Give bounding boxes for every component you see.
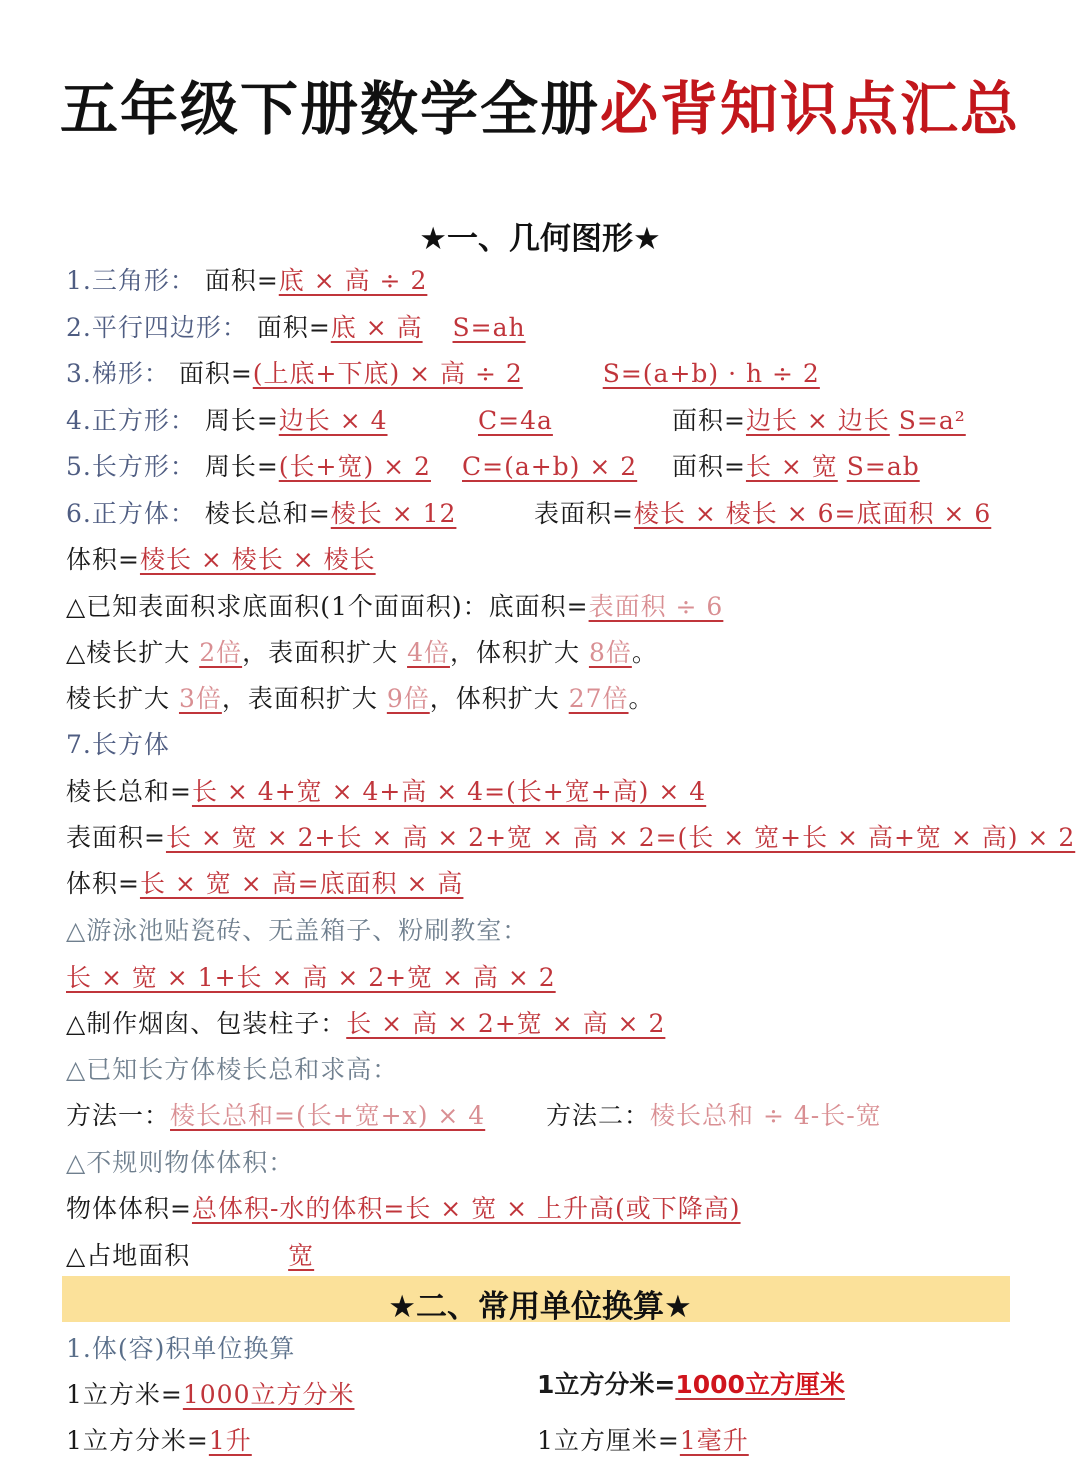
cuboid-edge-sum-line: [66, 775, 706, 809]
formula-prefix: 棱长总和=: [66, 777, 192, 806]
formula: 长 × 高 × 2+宽 × 高 × 2: [346, 1009, 666, 1038]
formula-prefix: 面积=: [204, 266, 279, 295]
formula: 长 × 宽 × 1+长 × 高 × 2+宽 × 高 × 2: [66, 963, 556, 992]
page-title-main: 五年级下册数学全册: [59, 75, 600, 143]
parallelogram-line: [66, 311, 526, 345]
formula-prefix: 体积=: [66, 869, 140, 898]
note-text: ，体积扩大: [429, 684, 560, 713]
section-units-title: ★二、常用单位换算★: [388, 1289, 692, 1325]
irregular-volume-note: [66, 1146, 294, 1180]
formula-prefix: 表面积=: [534, 499, 634, 528]
conversion-prefix: 1立方分米=: [66, 1426, 209, 1455]
conversion-prefix: 1立方分米=: [537, 1370, 676, 1399]
cube-line: [66, 497, 456, 531]
cube-scale-note-2: [66, 682, 655, 716]
item-label: 4.正方形：: [66, 406, 196, 435]
formula: 长 × 4+宽 × 4+高 × 4=(长+宽+高) × 4: [191, 777, 707, 806]
page-title: [0, 62, 1080, 146]
chimney-line: [66, 1007, 665, 1041]
note-text: △已知长方体棱长总和求高：: [66, 1055, 399, 1084]
formula-prefix: 周长=: [204, 452, 279, 481]
scale-value: 27倍: [568, 684, 629, 713]
pool-tile-note: [66, 914, 528, 948]
conversion-prefix: 1立方厘米=: [537, 1426, 680, 1455]
note-text: ，体积扩大: [449, 638, 580, 667]
square-perimeter-symbolic: [478, 404, 553, 438]
formula: 棱长总和 ÷ 4-长-宽: [650, 1101, 882, 1130]
formula: 长 × 宽 × 高=底面积 × 高: [139, 869, 464, 898]
scale-value: 4倍: [407, 638, 450, 667]
formula-symbolic: S=ab: [846, 452, 920, 481]
formula: 底 × 高: [330, 313, 423, 342]
formula-prefix: 棱长总和=: [204, 499, 331, 528]
formula-prefix: 物体体积=: [66, 1194, 192, 1223]
note-text: △占地面积: [66, 1241, 191, 1270]
note-text: △棱长扩大: [66, 638, 191, 667]
formula: 长 × 宽 × 2+长 × 高 × 2+宽 × 高 × 2=(长 × 宽+长 × 高+宽 × 高) × 2: [165, 823, 1076, 852]
formula-prefix: 面积=: [256, 313, 331, 342]
formula: 底 × 高 ÷ 2: [278, 266, 428, 295]
note-text: △游泳池贴瓷砖、无盖箱子、粉刷教室：: [66, 916, 529, 945]
cube-surface-area: [534, 497, 991, 531]
method-label: 方法一：: [66, 1101, 171, 1130]
formula: 边长 × 4: [278, 406, 388, 435]
unit-conversion-line-2b: [537, 1424, 749, 1458]
rectangle-area: [672, 450, 920, 484]
note-text: 。: [631, 638, 658, 667]
volume-units-heading: [66, 1332, 295, 1366]
scale-value: 8倍: [588, 638, 632, 667]
note-text: △已知表面积求底面积(1个面面积)：底面积=: [66, 592, 589, 621]
formula-symbolic: S=a²: [898, 406, 966, 435]
unit-conversion-line-2: [66, 1424, 252, 1458]
formula: (长+宽) × 2: [278, 452, 431, 481]
formula-symbolic: C=(a+b) × 2: [462, 452, 638, 481]
formula: 棱长总和=(长+宽+x) × 4: [170, 1101, 486, 1130]
conversion-value: 1000立方分米: [182, 1380, 355, 1409]
conversion-value: 1000立方厘米: [675, 1370, 845, 1399]
scale-value: 2倍: [199, 638, 243, 667]
formula-prefix: 表面积=: [66, 823, 166, 852]
formula: 棱长 × 棱长 × 棱长: [139, 545, 376, 574]
square-line: [66, 404, 388, 438]
scale-value: 3倍: [178, 684, 222, 713]
cube-volume-line: [66, 543, 376, 577]
conversion-prefix: 1立方米=: [66, 1380, 183, 1409]
note-text: △不规则物体体积：: [66, 1148, 295, 1177]
cube-scale-note-1: [66, 636, 658, 670]
item-label: 6.正方体：: [66, 499, 196, 528]
formula-symbolic: S=(a+b) · h ÷ 2: [602, 359, 820, 388]
formula-prefix: 周长=: [204, 406, 279, 435]
formula-prefix: 面积=: [178, 359, 253, 388]
formula-symbolic: C=4a: [478, 406, 553, 435]
irregular-volume-formula-line: [66, 1192, 741, 1226]
formula-prefix: 面积=: [672, 452, 746, 481]
height-from-edges-note: [66, 1053, 398, 1087]
item-label: 7.长方体: [66, 730, 170, 759]
page-title-highlight: 必背知识点汇总: [600, 75, 1021, 143]
note-text: △制作烟囱、包装柱子：: [66, 1009, 347, 1038]
formula: 长 × 宽: [745, 452, 838, 481]
formula: 表面积 ÷ 6: [588, 592, 724, 621]
conversion-value: 1升: [208, 1426, 252, 1455]
item-label: 3.梯形：: [66, 359, 170, 388]
formula: (上底+下底) × 高 ÷ 2: [252, 359, 523, 388]
cube-base-area-note: [66, 590, 723, 624]
trapezoid-line: [66, 357, 820, 391]
formula: 棱长 × 12: [330, 499, 457, 528]
formula: 边长 × 边长: [745, 406, 890, 435]
cuboid-volume-line: [66, 867, 463, 901]
formula: 总体积-水的体积=长 × 宽 × 上升高(或下降高): [191, 1194, 741, 1223]
formula-prefix: 面积=: [672, 406, 746, 435]
rectangle-line: [66, 450, 431, 484]
section-geometry-title: ★一、几何图形★: [419, 221, 661, 257]
item-label: 2.平行四边形：: [66, 313, 248, 342]
triangle-line: [66, 264, 427, 298]
formula-prefix: 体积=: [66, 545, 140, 574]
method-label: 方法二：: [546, 1101, 651, 1130]
method-two: [546, 1099, 882, 1133]
note-text: 棱长扩大: [66, 684, 171, 713]
pool-tile-formula-line: [66, 961, 556, 995]
cuboid-surface-area-line: [66, 821, 1075, 855]
note-text: ，表面积扩大: [221, 684, 378, 713]
formula: 棱长 × 棱长 × 6=底面积 × 6: [633, 499, 992, 528]
cuboid-heading: [66, 728, 170, 762]
item-label: 1.三角形：: [66, 266, 196, 295]
note-text: 。: [628, 684, 655, 713]
conversion-value: 1毫升: [679, 1426, 749, 1455]
unit-conversion-line-1b: [537, 1368, 845, 1402]
item-label: 5.长方形：: [66, 452, 196, 481]
scale-value: 9倍: [386, 684, 430, 713]
note-text: ，表面积扩大: [242, 638, 399, 667]
formula: 宽: [288, 1241, 315, 1270]
method-one-line: [66, 1099, 485, 1133]
item-label: 1.体(容)积单位换算: [66, 1334, 296, 1363]
unit-conversion-line-1: [66, 1378, 354, 1412]
square-area: [672, 404, 966, 438]
footprint-line: [66, 1239, 314, 1273]
rectangle-perimeter-symbolic: [462, 450, 637, 484]
formula-symbolic: S=ah: [452, 313, 526, 342]
